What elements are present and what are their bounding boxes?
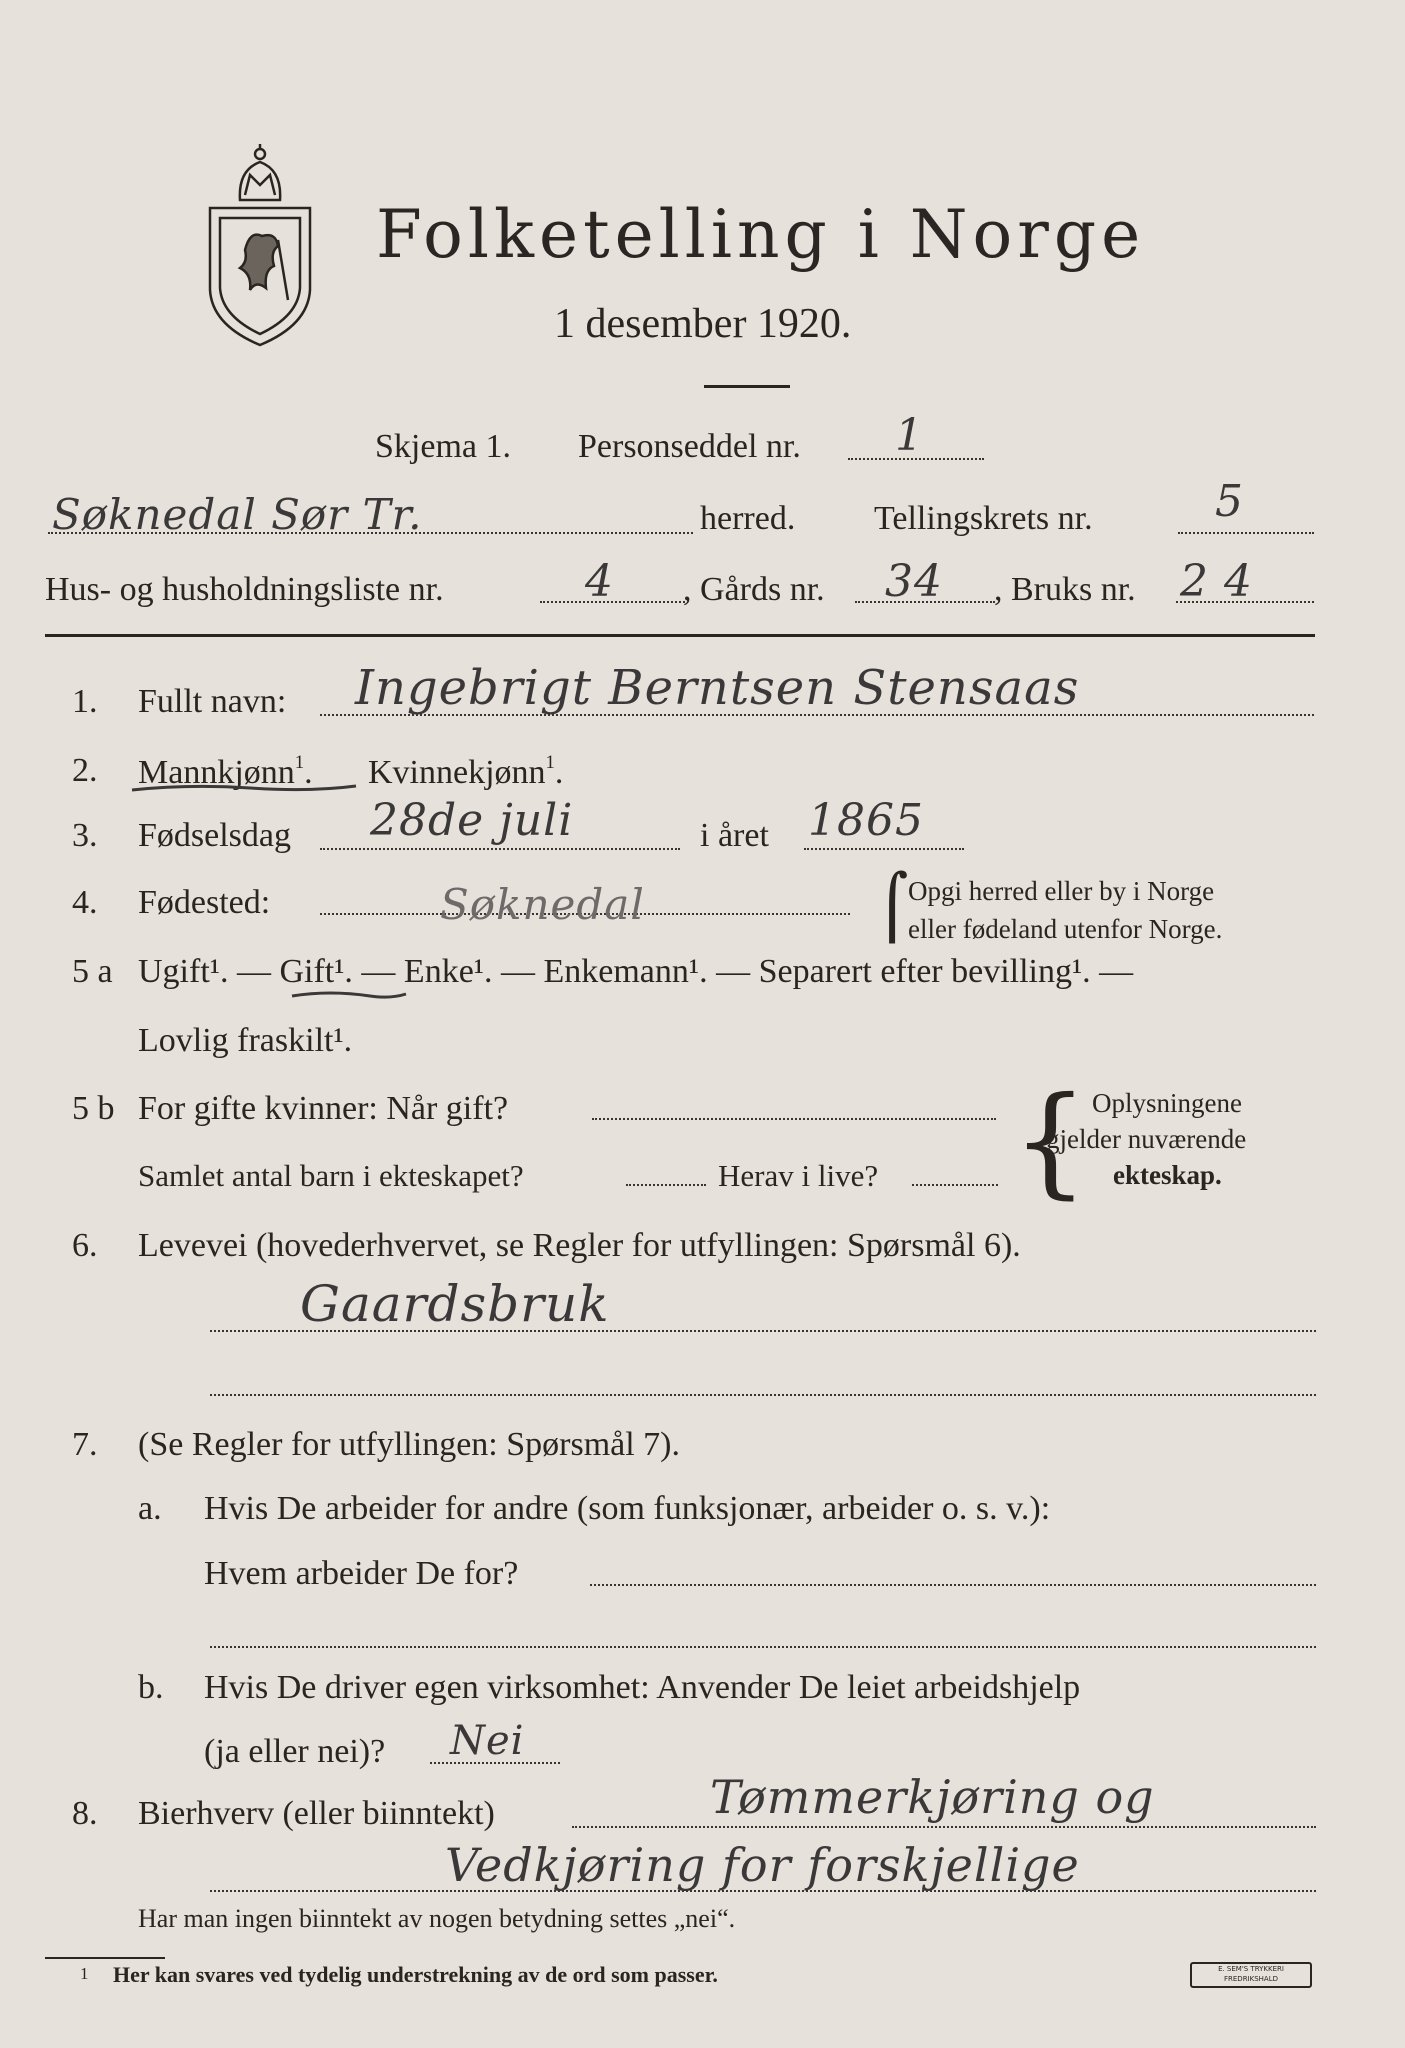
q2-number: 2.: [72, 752, 98, 789]
hus-label: Hus- og husholdningsliste nr.: [45, 571, 444, 608]
year-label: i året: [700, 817, 769, 854]
title-divider: [704, 385, 790, 388]
q4-number: 4.: [72, 884, 98, 921]
herred-label: herred.: [700, 500, 796, 537]
hus-value[interactable]: 4: [585, 556, 614, 607]
tellingskrets-line: [1178, 532, 1314, 534]
q7-number: 7.: [72, 1426, 98, 1463]
herred-value[interactable]: Søknedal Sør Tr.: [52, 490, 423, 539]
gender-female-label: Kvinnekjønn: [368, 753, 546, 791]
gender-male-dot: .: [304, 753, 313, 791]
footnote-mark: 1: [294, 752, 305, 773]
occupation-value[interactable]: Gaardsbruk: [300, 1275, 610, 1333]
q7-label: (Se Regler for utfyllingen: Spørsmål 7).: [138, 1426, 681, 1463]
employer-line-1: [590, 1584, 1316, 1586]
side-income-note: Har man ingen biinntekt av nogen betydning settes „nei“.: [138, 1904, 736, 1933]
footnote-mark: 1: [80, 1964, 89, 1983]
children-alive-label: Herav i live?: [718, 1158, 879, 1193]
q5b-number: 5 b: [72, 1090, 115, 1127]
birthplace-note-brace: ⌠: [876, 870, 909, 943]
q3-number: 3.: [72, 817, 98, 854]
side-income-value-1[interactable]: Tømmerkjøring og: [710, 1770, 1155, 1824]
children-alive-line: [912, 1184, 998, 1186]
header-rule: [45, 634, 1315, 637]
norway-coat-of-arms-icon: [200, 140, 320, 350]
side-income-value-2[interactable]: Vedkjøring for forskjellige: [445, 1838, 1080, 1892]
gards-label: , Gårds nr.: [683, 571, 825, 608]
gender-female-dot: .: [554, 753, 564, 791]
birthplace-value[interactable]: Søknedal: [440, 880, 645, 929]
q5a-number: 5 a: [72, 953, 113, 990]
q8-number: 8.: [72, 1795, 98, 1832]
side-income-line-1: [572, 1826, 1316, 1828]
marriage-note-1: Oplysningene: [1092, 1088, 1242, 1118]
birthplace-note-1: Opgi herred eller by i Norge: [908, 876, 1215, 906]
gards-value[interactable]: 34: [885, 556, 943, 607]
herred-line: [48, 532, 693, 534]
marital-status-divorced[interactable]: Lovlig fraskilt¹.: [138, 1022, 353, 1059]
q7b-line1: Hvis De driver egen virksomhet: Anvender De leiet arbeidshjelp: [204, 1669, 1081, 1706]
q7b-letter: b.: [138, 1669, 164, 1706]
q3-label: Fødselsdag: [138, 817, 291, 854]
employer-label: Hvem arbeider De for?: [204, 1555, 519, 1592]
year-value[interactable]: 1865: [808, 795, 924, 846]
birthdate-value[interactable]: 28de juli: [370, 795, 574, 846]
occupation-line-2: [210, 1394, 1316, 1396]
personseddel-value[interactable]: 1: [895, 410, 924, 461]
q1-label: Fullt navn:: [138, 683, 287, 720]
printer-stamp-line1: E. SEM'S TRYKKERI: [1218, 1965, 1284, 1973]
married-date-line: [592, 1118, 996, 1120]
footnote-text: Her kan svares ved tydelig understrekning av de ord som passer.: [113, 1962, 718, 1987]
skjema-label: Skjema 1.: [375, 428, 511, 465]
personseddel-label: Personseddel nr.: [578, 428, 801, 465]
year-line: [804, 848, 964, 850]
birthdate-line: [320, 848, 680, 850]
children-total-line: [626, 1184, 706, 1186]
q1-number: 1.: [72, 683, 98, 720]
occupation-line-1: [210, 1330, 1316, 1332]
occupation-label: Levevei (hovederhvervet, se Regler for utfyllingen: Spørsmål 6).: [138, 1227, 1021, 1264]
marriage-note-2: gjelder nuværende: [1046, 1124, 1247, 1154]
gender-female[interactable]: [368, 752, 563, 792]
bruks-label: , Bruks nr.: [994, 571, 1136, 608]
marital-status-options[interactable]: Ugift¹. — Gift¹. — Enke¹. — Enkemann¹. — Separert efter bevilling¹. —: [138, 953, 1134, 990]
marriage-note-3: ekteskap.: [1113, 1160, 1222, 1190]
side-income-label: Bierhverv (eller biinntekt): [138, 1795, 495, 1832]
hired-help-label: (ja eller nei)?: [204, 1733, 386, 1770]
form-title: Folketelling i Norge: [376, 196, 1146, 273]
footnote-mark: 1: [545, 752, 555, 773]
marital-status-underline: [290, 988, 410, 1002]
form-date: 1 desember 1920.: [554, 301, 852, 347]
printer-stamp: [1190, 1962, 1312, 1988]
q6-number: 6.: [72, 1227, 98, 1264]
tellingskrets-value[interactable]: 5: [1215, 476, 1244, 527]
full-name-value[interactable]: Ingebrigt Berntsen Stensaas: [355, 660, 1080, 716]
children-total-label: Samlet antal barn i ekteskapet?: [138, 1158, 524, 1193]
employer-line-2: [210, 1646, 1316, 1648]
footnote-rule: [45, 1957, 165, 1959]
tellingskrets-label: Tellingskrets nr.: [874, 500, 1093, 537]
q4-label: Fødested:: [138, 884, 271, 921]
marriage-note-brace: {: [1012, 1072, 1089, 1211]
bruks-value[interactable]: 2 4: [1180, 556, 1253, 607]
married-date-label: For gifte kvinner: Når gift?: [138, 1090, 509, 1127]
gender-male-underline: [130, 780, 360, 796]
q7a-letter: a.: [138, 1490, 162, 1527]
birthplace-note-2: eller fødeland utenfor Norge.: [908, 914, 1223, 944]
q7a-line1: Hvis De arbeider for andre (som funksjonær, arbeider o. s. v.):: [204, 1490, 1051, 1527]
gender-male-label: Mannkjønn: [138, 753, 295, 791]
printer-stamp-line2: FREDRIKSHALD: [1223, 1975, 1278, 1983]
hired-help-value[interactable]: Nei: [450, 1718, 525, 1764]
